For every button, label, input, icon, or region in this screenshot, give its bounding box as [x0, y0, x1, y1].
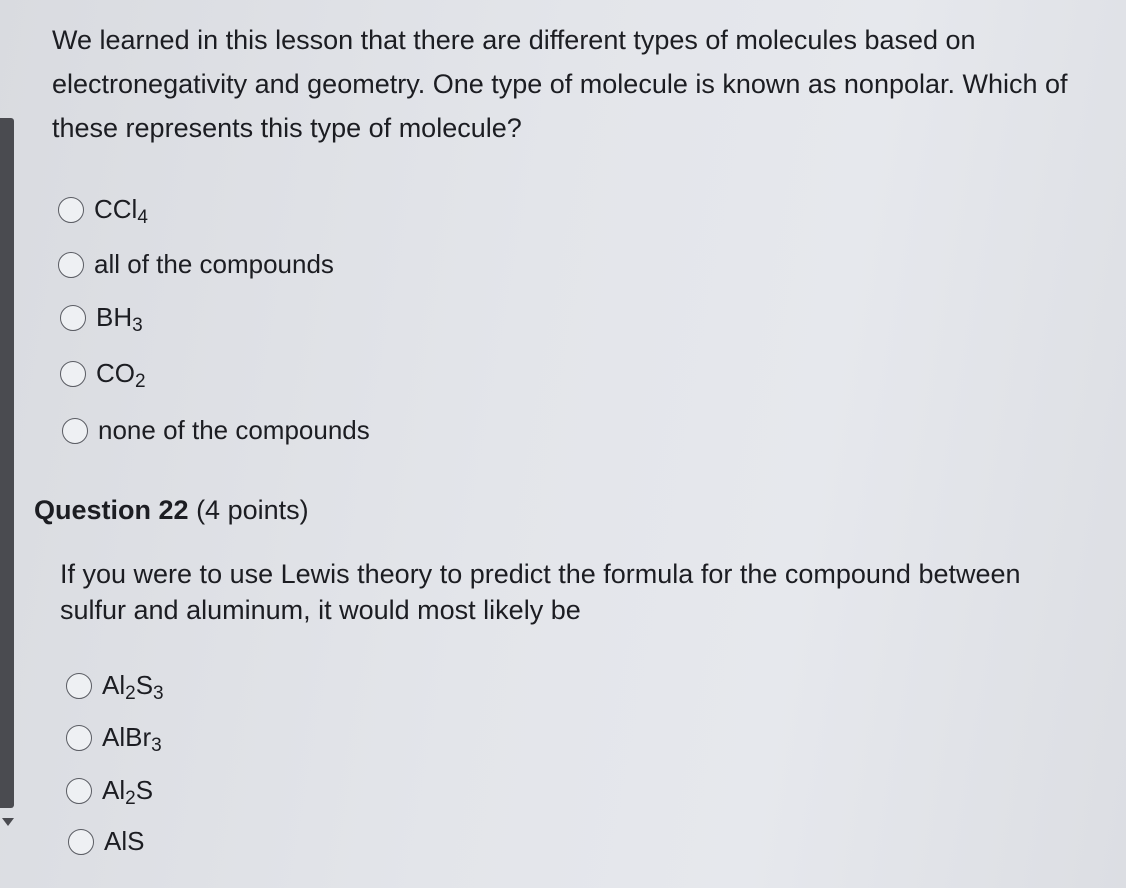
q22-option-als[interactable]	[68, 826, 144, 857]
question-21-text: We learned in this lesson that there are different types of molecules based on electronegativity and geometry. One type of molecule is known as nonpolar. Which of these represents this type of molecule?	[52, 25, 1068, 143]
option-label: AlBr$_3$	[102, 722, 162, 756]
question-points: (4 points)	[196, 495, 309, 525]
q22-option-al2s3[interactable]	[66, 670, 164, 704]
option-label: all of the compounds	[94, 249, 334, 279]
q22-option-al2s[interactable]	[66, 775, 154, 809]
radio-button[interactable]	[58, 197, 84, 223]
q21-option-bh3[interactable]	[60, 302, 143, 336]
option-label: $BH_3$	[96, 302, 143, 336]
option-label: $Al_2S_3$	[102, 670, 164, 704]
q21-option-all-compounds[interactable]	[58, 249, 334, 280]
option-label: CCl$_4$	[94, 194, 148, 228]
question-22-text: If you were to use Lewis theory to predict the formula for the compound between sulfur and aluminum, it would most likely be	[60, 559, 1021, 625]
radio-button[interactable]	[60, 305, 86, 331]
option-label: $Al_2S$	[102, 775, 154, 809]
option-label: $CO_2$	[96, 358, 146, 392]
radio-button[interactable]	[66, 673, 92, 699]
q21-option-co2[interactable]	[60, 358, 146, 392]
radio-button[interactable]	[66, 778, 92, 804]
q22-option-albr3[interactable]	[66, 722, 162, 756]
question-nav-bar[interactable]	[0, 118, 14, 808]
radio-button[interactable]	[66, 725, 92, 751]
collapse-arrow-icon[interactable]	[2, 818, 14, 826]
q21-option-none-compounds[interactable]	[62, 415, 370, 446]
question-title: Question 22	[34, 495, 189, 525]
option-label: none of the compounds	[98, 415, 370, 445]
radio-button[interactable]	[68, 829, 94, 855]
q21-option-ccl4[interactable]	[58, 194, 148, 228]
question-22-header	[34, 495, 309, 526]
radio-button[interactable]	[62, 418, 88, 444]
radio-button[interactable]	[58, 252, 84, 278]
radio-button[interactable]	[60, 361, 86, 387]
option-label: AlS	[104, 826, 145, 856]
